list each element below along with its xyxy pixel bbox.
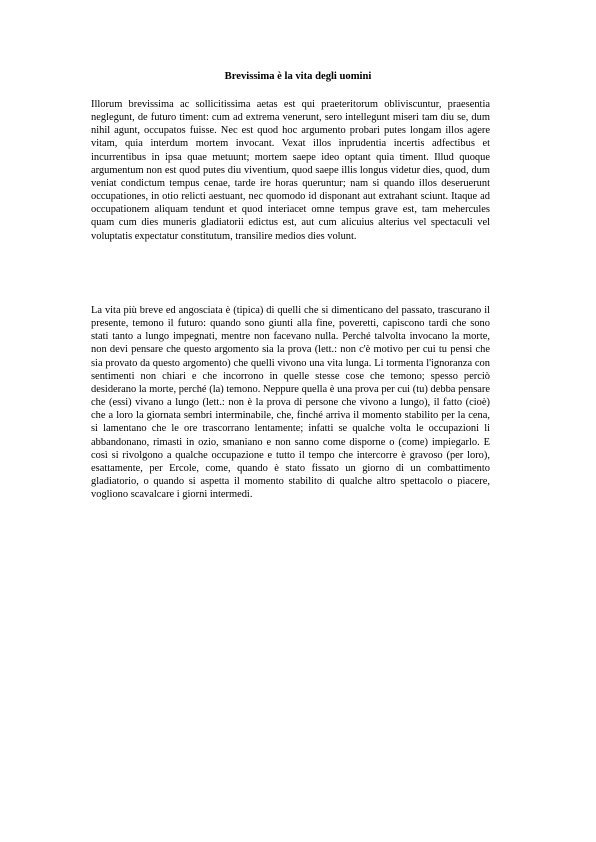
- italian-translation-paragraph: La vita più breve ed angosciata è (tipica) di quelli che si dimenticano del passato, trascurano il presente, temono il futuro: quando sono giunti alla fine, poveretti, capiscono tardi che sono stati tanto a lungo impegnati, mentre non facevano nulla. Perché talvolta invocano la morte, non devi pensare che questo argomento sia la prova (lett.: non c'è motivo per cui tu pensi che sia provato da questo argomento) che quelli vivono una vita lunga. Li tormenta l'ignoranza con sentimenti non chiari e che incorrono in quelle stesse cose che temono; spesso perciò desiderano la morte, perché (la) temono. Neppure quella è una prova per cui (tu) debba pensare che (essi) vivano a lungo (lett.: non è la prova di persone che vivono a lungo), il fatto (cioè) che a loro la giornata sembri interminabile, che, finché arriva il momento stabilito per la cena, si lamentano che le ore trascorrano lentamente; infatti se qualche volta le occupazioni li abbandonano, rimasti in ozio, smaniano e non sanno come disporne o (come) impiegarlo. E così si rivolgono a qualche occupazione e tutto il tempo che intercorre è gravoso (per loro), esattamente, per Ercole, come, quando è stato fissato un giorno di un combattimento gladiatorio, o quando si aspetta il momento stabilito di qualche altro spettacolo o piacere, vogliono scavalcare i giorni intermedi.: [91, 305, 490, 501]
- document-title: Brevissima è la vita degli uomini: [224, 71, 372, 82]
- latin-paragraph: Illorum brevissima ac sollicitissima aetas est qui praeteritorum obliviscuntur, praesentia neglegunt, de futuro timent: cum ad extrema venerunt, sero intellegunt miseri tam diu se, dum nihil agunt, occupatos fuisse. Nec est quod hoc argumento probari putes longam illos agere vitam, quia interdum mortem invocant. Vexat illos inprudentia incertis adfectibus et incurrentibus in ipsa quae metuunt; mortem saepe ideo optant quia timent. Illud quoque argumentum non est quod putes diu viventium, quod saepe illis longus videtur dies, quod, dum veniat condictum tempus cenae, tarde ire horas queruntur; nam si quando illos deseruerunt occupationes, in otio relicti aestuant, nec quomodo id disponant aut extrahant sciunt. Itaque ad occupationem aliquam tendunt et quod interiacet omne tempus grave est, tam mehercules quam cum dies muneris gladiatorii edictus est, aut cum alicuius alterius vel spectaculi vel voluptatis expectatur constitutum, transilire medios dies volunt.: [91, 99, 490, 242]
